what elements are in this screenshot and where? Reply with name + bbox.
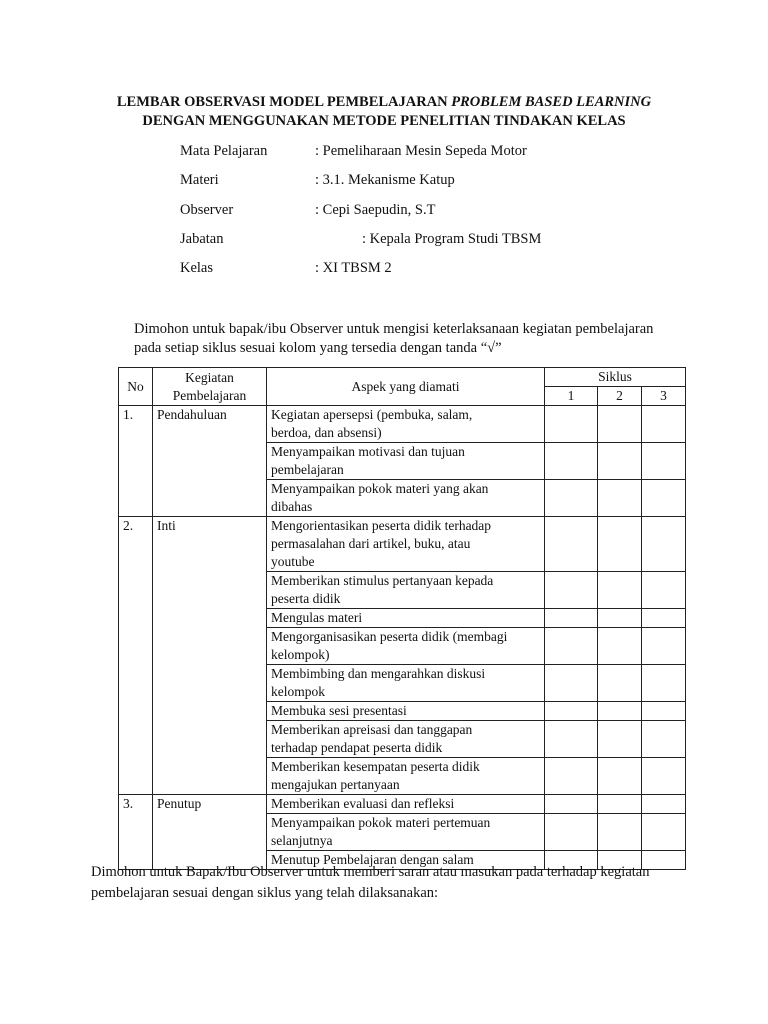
aspect-line: Menyampaikan motivasi dan tujuan — [271, 444, 465, 459]
aspect-line: kelompok) — [271, 647, 330, 662]
aspect-line: mengajukan pertanyaan — [271, 777, 400, 792]
check-cell-cycle-1[interactable] — [545, 517, 598, 572]
check-cell-cycle-2[interactable] — [598, 665, 642, 702]
check-cell-cycle-2[interactable] — [598, 758, 642, 795]
header-kegiatan-line-2: Pembelajaran — [172, 387, 247, 403]
check-cell-cycle-1[interactable] — [545, 406, 598, 443]
check-cell-cycle-3[interactable] — [642, 628, 686, 665]
aspect-line: selanjutnya — [271, 833, 333, 848]
header-aspek: Aspek yang diamati — [267, 368, 545, 406]
aspect-cell — [267, 572, 545, 609]
check-cell-cycle-1[interactable] — [545, 480, 598, 517]
check-cell-cycle-3[interactable] — [642, 609, 686, 628]
info-label: Mata Pelajaran — [180, 143, 268, 159]
aspect-line: Mengulas materi — [271, 610, 363, 625]
check-cell-cycle-3[interactable] — [642, 443, 686, 480]
aspect-cell — [267, 406, 545, 443]
group-no: 2. — [119, 517, 153, 795]
check-cell-cycle-2[interactable] — [598, 702, 642, 721]
check-cell-cycle-3[interactable] — [642, 758, 686, 795]
aspect-cell — [267, 609, 545, 628]
aspect-line: berdoa, dan absensi) — [271, 425, 382, 440]
check-cell-cycle-2[interactable] — [598, 480, 642, 517]
title-italic: PROBLEM BASED LEARNING — [451, 94, 652, 110]
check-cell-cycle-3[interactable] — [642, 721, 686, 758]
check-cell-cycle-1[interactable] — [545, 721, 598, 758]
header-kegiatan-line-1: Kegiatan — [185, 369, 234, 385]
instruction-text — [134, 320, 653, 358]
aspect-cell — [267, 665, 545, 702]
aspect-line: Membimbing dan mengarahkan diskusi — [271, 666, 486, 681]
aspect-cell — [267, 758, 545, 795]
group-kegiatan: Pendahuluan — [153, 406, 267, 517]
aspect-line: Kegiatan apersepsi (pembuka, salam, — [271, 407, 473, 422]
aspect-line: Menutup Pembelajaran dengan salam — [271, 852, 474, 867]
check-cell-cycle-2[interactable] — [598, 517, 642, 572]
aspect-line: Memberikan stimulus pertanyaan kepada — [271, 573, 494, 588]
info-label: Jabatan — [180, 231, 224, 247]
aspect-line: dibahas — [271, 499, 313, 514]
aspect-cell — [267, 443, 545, 480]
check-cell-cycle-1[interactable] — [545, 572, 598, 609]
check-cell-cycle-1[interactable] — [545, 443, 598, 480]
aspect-line: kelompok — [271, 684, 325, 699]
check-cell-cycle-2[interactable] — [598, 814, 642, 851]
check-cell-cycle-3[interactable] — [642, 480, 686, 517]
observation-table — [118, 367, 686, 870]
group-no: 1. — [119, 406, 153, 517]
check-cell-cycle-2[interactable] — [598, 443, 642, 480]
check-cell-cycle-3[interactable] — [642, 572, 686, 609]
aspect-line: Membuka sesi presentasi — [271, 703, 407, 718]
document-title-line-1 — [0, 93, 768, 112]
title-prefix: LEMBAR OBSERVASI MODEL PEMBELAJARAN — [116, 94, 452, 110]
aspect-cell — [267, 795, 545, 814]
check-cell-cycle-3[interactable] — [642, 814, 686, 851]
instruction-line-2: pada setiap siklus sesuai kolom yang tersedia dengan tanda “√” — [134, 340, 502, 356]
footer-line-2: pembelajaran sesuai dengan siklus yang telah dilaksanakan: — [91, 885, 439, 901]
info-value: : XI TBSM 2 — [315, 260, 392, 276]
info-value: : 3.1. Mekanisme Katup — [315, 172, 455, 188]
aspect-cell — [267, 702, 545, 721]
check-cell-cycle-1[interactable] — [545, 814, 598, 851]
aspect-line: Mengorientasikan peserta didik terhadap — [271, 518, 492, 533]
info-value: : Pemeliharaan Mesin Sepeda Motor — [315, 143, 527, 159]
check-cell-cycle-1[interactable] — [545, 758, 598, 795]
document-title-line-2: DENGAN MENGGUNAKAN METODE PENELITIAN TINDAKAN KELAS — [142, 113, 626, 129]
group-no: 3. — [119, 795, 153, 870]
check-cell-cycle-1[interactable] — [545, 665, 598, 702]
aspect-line: Memberikan kesempatan peserta didik — [271, 759, 480, 774]
instruction-line-1: Dimohon untuk bapak/ibu Observer untuk mengisi keterlaksanaan kegiatan pembelajaran — [134, 321, 654, 337]
info-value: : Kepala Program Studi TBSM — [362, 231, 542, 247]
header-siklus: Siklus — [545, 368, 686, 387]
aspect-line: Mengorganisasikan peserta didik (membagi — [271, 629, 508, 644]
check-cell-cycle-2[interactable] — [598, 609, 642, 628]
check-cell-cycle-2[interactable] — [598, 572, 642, 609]
check-cell-cycle-2[interactable] — [598, 406, 642, 443]
check-cell-cycle-3[interactable] — [642, 406, 686, 443]
aspect-line: Menyampaikan pokok materi yang akan — [271, 481, 489, 496]
aspect-line: peserta didik — [271, 591, 341, 606]
header-no: No — [119, 368, 153, 406]
check-cell-cycle-2[interactable] — [598, 628, 642, 665]
header-kegiatan — [153, 368, 267, 406]
aspect-cell — [267, 721, 545, 758]
check-cell-cycle-3[interactable] — [642, 702, 686, 721]
aspect-cell — [267, 814, 545, 851]
footer-line-1: Dimohon untuk Bapak/Ibu Observer untuk memberi saran atau masukan pada terhadap kegiatan — [91, 864, 650, 880]
aspect-cell — [267, 517, 545, 572]
info-label: Materi — [180, 172, 219, 188]
check-cell-cycle-3[interactable] — [642, 517, 686, 572]
check-cell-cycle-2[interactable] — [598, 795, 642, 814]
group-kegiatan: Inti — [153, 517, 267, 795]
header-cycle-3: 3 — [642, 387, 686, 406]
aspect-line: pembelajaran — [271, 462, 344, 477]
aspect-line: Memberikan apreisasi dan tanggapan — [271, 722, 473, 737]
header-cycle-1: 1 — [545, 387, 598, 406]
aspect-line: terhadap pendapat peserta didik — [271, 740, 443, 755]
aspect-line: permasalahan dari artikel, buku, atau — [271, 536, 471, 551]
aspect-line: Menyampaikan pokok materi pertemuan — [271, 815, 491, 830]
info-label: Observer — [180, 202, 234, 218]
check-cell-cycle-1[interactable] — [545, 628, 598, 665]
aspect-cell — [267, 480, 545, 517]
check-cell-cycle-3[interactable] — [642, 665, 686, 702]
check-cell-cycle-2[interactable] — [598, 721, 642, 758]
check-cell-cycle-1[interactable] — [545, 702, 598, 721]
aspect-cell — [267, 628, 545, 665]
info-label: Kelas — [180, 260, 214, 276]
aspect-line: youtube — [271, 554, 315, 569]
info-value: : Cepi Saepudin, S.T — [315, 202, 436, 218]
aspect-line: Memberikan evaluasi dan refleksi — [271, 796, 455, 811]
footer-text — [91, 862, 649, 904]
check-cell-cycle-1[interactable] — [545, 795, 598, 814]
check-cell-cycle-3[interactable] — [642, 795, 686, 814]
group-kegiatan: Penutup — [153, 795, 267, 870]
header-cycle-2: 2 — [598, 387, 642, 406]
check-cell-cycle-1[interactable] — [545, 609, 598, 628]
